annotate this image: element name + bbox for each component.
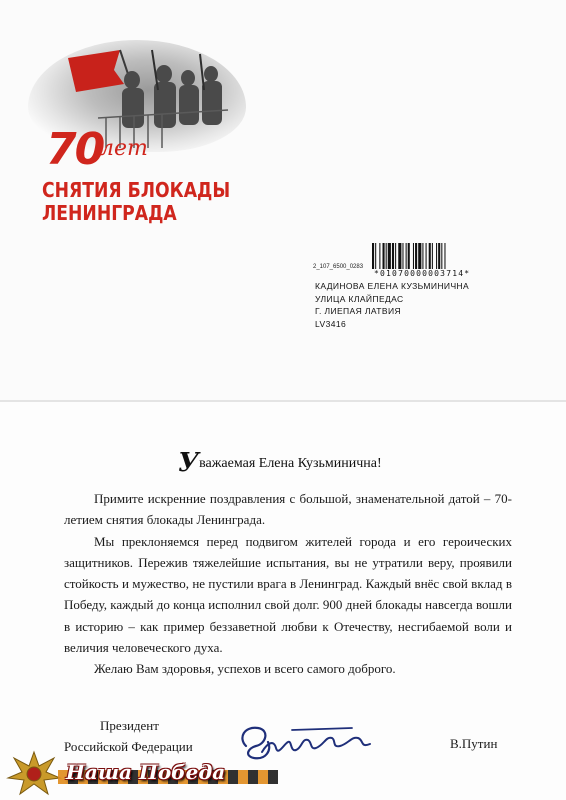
signatory-name: В.Путин bbox=[450, 736, 498, 751]
salutation bbox=[178, 450, 382, 476]
recipient-city: Г. ЛИЕПАЯ ЛАТВИЯ bbox=[315, 306, 402, 316]
letter-body bbox=[64, 488, 512, 680]
recipient-address bbox=[315, 280, 469, 330]
anniversary-number: 70 bbox=[46, 124, 104, 175]
recipient-street: УЛИЦА КЛАЙПЕДАС bbox=[315, 293, 404, 304]
barcode-id: 2_107_6500_0283 bbox=[313, 264, 364, 270]
paragraph: Мы преклоняемся перед подвигом жителей города и его героических защитников. Пережив тяжелейшие испытания, вы не утратили веру, проявили стойкость и мужество, не пустили врага в Ленинград. Каждый внёс свой вклад в Победу, каждый до конца исполнил свой долг. 900 дней блокады навсегда вошли в историю – как пример беззаветной любви к Отечеству, несгибаемой воли и величия человеческого духа. bbox=[64, 533, 512, 656]
paragraph: Желаю Вам здоровья, успехов и всего самого доброго. bbox=[94, 661, 396, 677]
salutation-text: важаемая Елена Кузьминична! bbox=[199, 456, 382, 471]
handwritten-signature bbox=[232, 712, 382, 768]
signatory-title bbox=[64, 715, 204, 757]
signatory-title-line-2: Российской Федерации bbox=[64, 739, 193, 754]
paragraph: Примите искренние поздравления с большой, знаменательной датой – 70-летием снятия блокады Ленинграда. bbox=[64, 491, 512, 528]
barcode-digits: *01070000003714* bbox=[374, 269, 471, 278]
signatory-title-line-1: Президент bbox=[100, 718, 159, 733]
anniversary-line-2: ЛЕНИНГРАДА bbox=[42, 201, 177, 225]
anniversary-line-1: СНЯТИЯ БЛОКАДЫ bbox=[42, 178, 231, 202]
recipient-postcode: LV3416 bbox=[315, 318, 347, 329]
anniversary-suffix: лет bbox=[100, 136, 148, 161]
recipient-name: КАДИНОВА ЕЛЕНА КУЗЬМИНИЧНА bbox=[315, 281, 470, 291]
watermark-text: Наша Победа bbox=[66, 760, 226, 784]
salutation-initial: У bbox=[178, 448, 200, 478]
order-star-icon bbox=[6, 750, 62, 796]
barcode bbox=[372, 243, 504, 269]
